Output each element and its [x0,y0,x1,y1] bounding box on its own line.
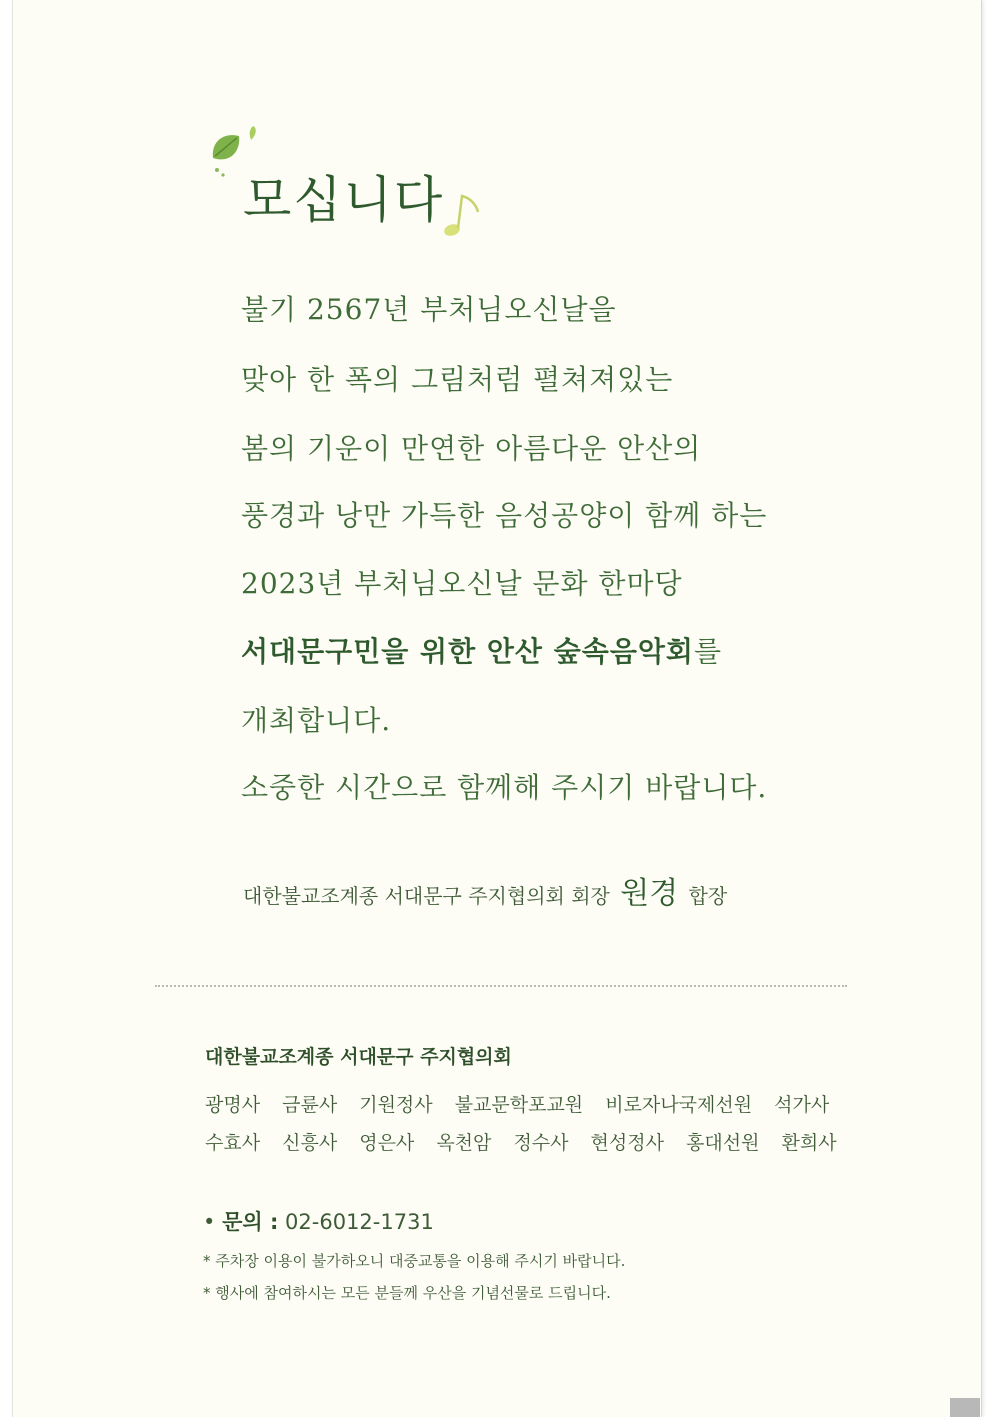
signature-name: 원경 [620,876,679,911]
temple-item: 수효사 [205,1132,261,1154]
event-suffix: 를 [693,635,723,668]
temple-item: 광명사 [205,1094,261,1116]
organization-title: 대한불교조계종 서대문구 주지협의회 [205,1046,512,1068]
note-parking: * 주차장 이용이 불가하오니 대중교통을 이용해 주시기 바랍니다. [203,1252,626,1270]
contact-label: 문의 : [222,1210,279,1234]
temple-item: 금륜사 [282,1094,338,1116]
signature-prefix: 대한불교조계종 서대문구 주지협의회 회장 [243,884,610,908]
body-line-held: 개최합니다. [241,704,392,737]
temple-item: 기원정사 [359,1094,433,1116]
temple-item: 옥천암 [436,1132,492,1154]
page-title: 모십니다 [243,171,445,229]
temple-item: 환희사 [781,1132,837,1154]
temple-item: 영은사 [359,1132,415,1154]
signature-suffix: 합장 [688,884,728,908]
music-note-icon [438,188,488,240]
body-line-4: 풍경과 낭만 가득한 음성공양이 함께 하는 [241,499,768,532]
invitation-page [12,0,982,1417]
temple-list-row-2 [205,1128,853,1155]
note-gift: * 행사에 참여하시는 모든 분들께 우산을 기념선물로 드립니다. [203,1284,611,1302]
body-line-1: 불기 2567년 부처님오신날을 [241,293,617,326]
contact-line [203,1206,434,1236]
temple-item: 석가사 [774,1094,830,1116]
body-line-2: 맞아 한 폭의 그림처럼 펼쳐져있는 [241,363,674,396]
body-line-3: 봄의 기운이 만연한 아름다운 안산의 [241,432,702,465]
signature [243,868,727,912]
dotted-divider [155,985,847,987]
temple-item: 정수사 [513,1132,569,1154]
bullet: • [203,1210,216,1234]
temple-item: 비로자나국제선원 [605,1094,753,1116]
body-line-5: 2023년 부처님오신날 문화 한마당 [241,567,683,600]
scan-edge-mark [950,1398,980,1417]
temple-list-row-1 [205,1090,845,1117]
temple-item: 신흥사 [282,1132,338,1154]
temple-item: 홍대선원 [686,1132,760,1154]
temple-item: 불교문학포교원 [454,1094,584,1116]
temple-item: 현성정사 [590,1132,664,1154]
contact-phone: 02-6012-1731 [285,1210,434,1234]
event-line [241,630,722,670]
closing-line: 소중한 시간으로 함께해 주시기 바랍니다. [241,771,768,804]
event-name: 서대문구민을 위한 안산 숲속음악회 [241,635,694,668]
